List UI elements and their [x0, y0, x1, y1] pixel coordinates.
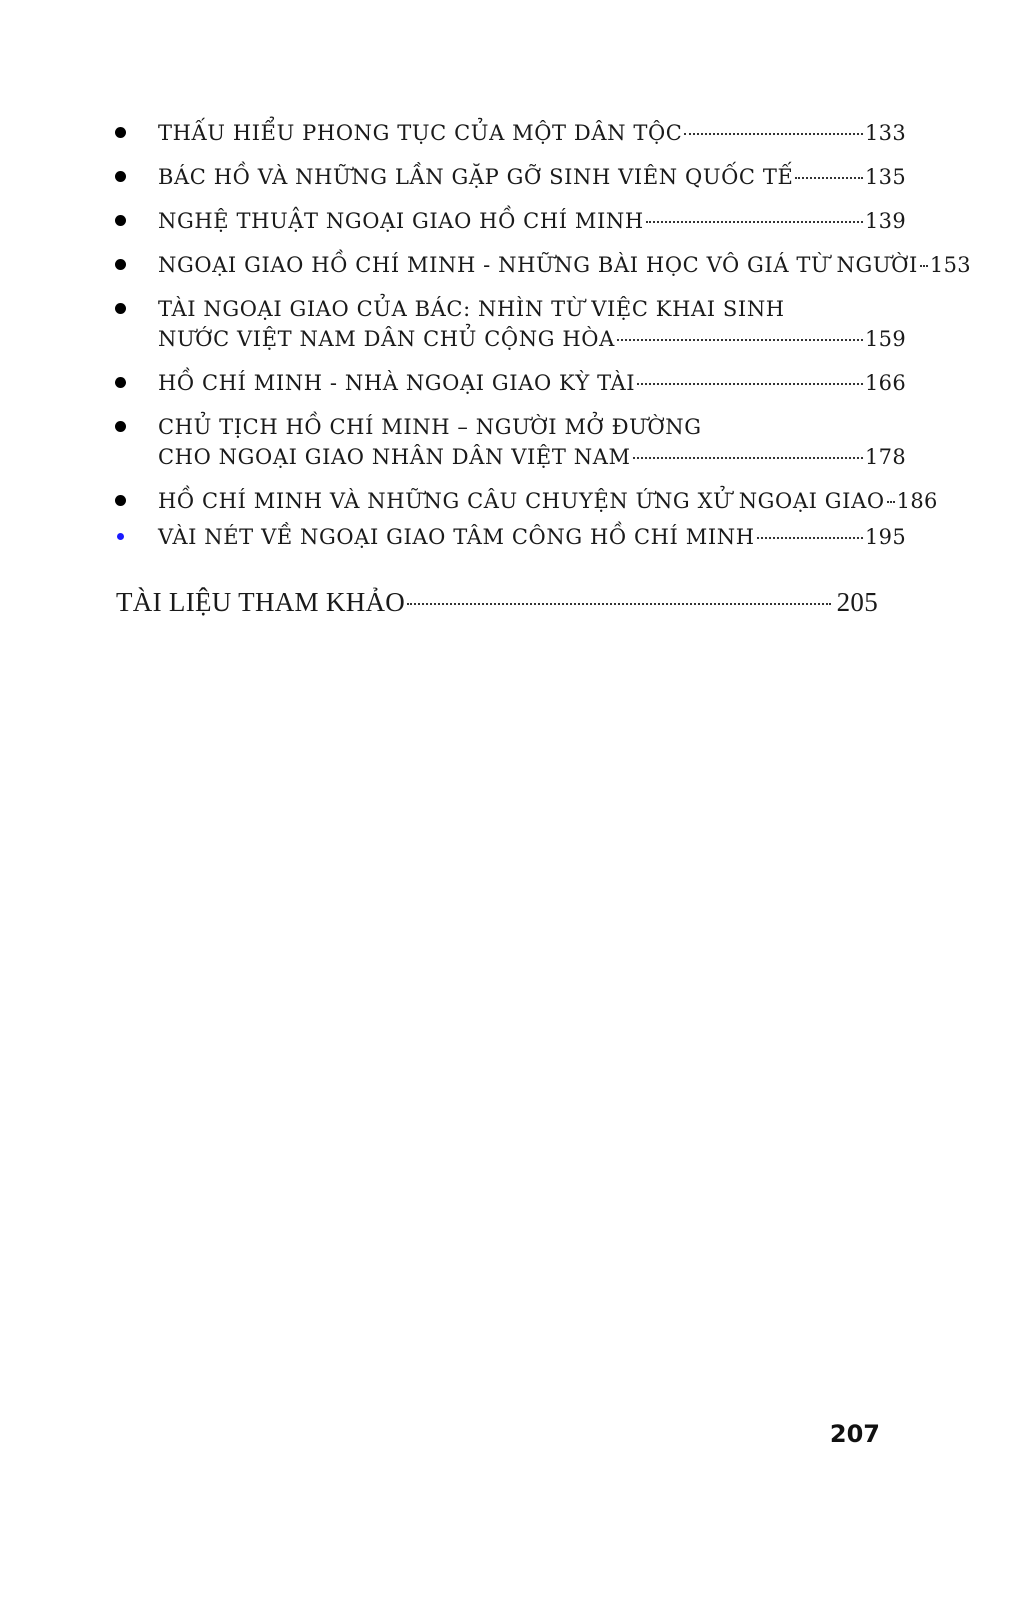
dot-leader: [795, 177, 863, 179]
toc-entry-line: [158, 324, 906, 354]
toc-entry[interactable]: [113, 412, 906, 472]
bullet-icon: [115, 495, 126, 506]
toc-entry-title-line-1: TÀI NGOẠI GIAO CỦA BÁC: NHÌN TỪ VIỆC KHAI SINH: [158, 297, 785, 321]
bullet-icon: [115, 215, 126, 226]
dot-leader: [633, 457, 863, 459]
toc-entry-page: 195: [865, 525, 906, 549]
toc-entry-page: 178: [865, 445, 906, 469]
toc-entry-title-line-2: NƯỚC VIỆT NAM DÂN CHỦ CỘNG HÒA: [158, 327, 615, 351]
dot-leader: [757, 537, 863, 539]
bullet-icon: [115, 303, 126, 314]
toc-entry-line: [158, 522, 906, 552]
toc-entry-page: 135: [865, 165, 906, 189]
dot-leader: [920, 265, 928, 267]
toc-entry-line: [158, 206, 906, 236]
bullet-icon: [115, 259, 126, 270]
toc-entry-page: 133: [865, 121, 906, 145]
toc-entry[interactable]: [113, 486, 938, 516]
toc-entry-title-line-1: CHỦ TỊCH HỒ CHÍ MINH – NGƯỜI MỞ ĐƯỜNG: [158, 415, 702, 439]
toc-entry-page: 159: [865, 327, 906, 351]
dot-leader: [646, 221, 863, 223]
references-page: 205: [836, 587, 878, 617]
toc-entry-line: [158, 162, 906, 192]
toc-entry-page: 139: [865, 209, 906, 233]
toc-entry-line: [158, 250, 971, 280]
dot-leader: [617, 339, 863, 341]
toc-entry-title: BÁC HỒ VÀ NHỮNG LẦN GẶP GỠ SINH VIÊN QUỐC TẾ: [158, 165, 794, 189]
toc-entry-title: HỒ CHÍ MINH - NHÀ NGOẠI GIAO KỲ TÀI: [158, 371, 636, 395]
dot-leader: [684, 133, 863, 135]
toc-entry[interactable]: [113, 294, 906, 354]
toc-entry[interactable]: [113, 522, 906, 552]
dot-leader: [887, 501, 895, 503]
toc-entry[interactable]: [113, 162, 906, 192]
toc-entry-page: 166: [865, 371, 906, 395]
toc-entry-line: [158, 368, 906, 398]
toc-entry[interactable]: [113, 118, 906, 148]
toc-entry-title: HỒ CHÍ MINH VÀ NHỮNG CÂU CHUYỆN ỨNG XỬ NGOẠI GIAO: [158, 489, 885, 513]
toc-entry[interactable]: [113, 368, 906, 398]
references-label: TÀI LIỆU THAM KHẢO: [116, 587, 406, 617]
toc-entry-title: NGHỆ THUẬT NGOẠI GIAO HỒ CHÍ MINH: [158, 209, 644, 233]
bullet-icon: [115, 127, 126, 138]
bullet-icon: [117, 533, 124, 540]
references-entry[interactable]: [116, 584, 878, 620]
table-of-contents: [113, 118, 971, 566]
bullet-icon: [115, 377, 126, 388]
toc-entry-page: 186: [896, 489, 938, 513]
toc-entry-title: VÀI NÉT VỀ NGOẠI GIAO TÂM CÔNG HỒ CHÍ MINH: [158, 525, 755, 549]
page-number: 207: [829, 1420, 880, 1448]
dot-leader: [637, 383, 863, 385]
toc-entry[interactable]: [113, 206, 906, 236]
dot-leader: [407, 603, 830, 605]
toc-entry-title: THẤU HIỂU PHONG TỤC CỦA MỘT DÂN TỘC: [158, 121, 683, 145]
toc-entry-line: [158, 442, 906, 472]
toc-entry[interactable]: [113, 250, 971, 280]
toc-entry-title-line-2: CHO NGOẠI GIAO NHÂN DÂN VIỆT NAM: [158, 445, 631, 469]
bullet-icon: [115, 171, 126, 182]
toc-entry-line: [158, 486, 938, 516]
toc-entry-title: NGOẠI GIAO HỒ CHÍ MINH - NHỮNG BÀI HỌC VÔ GIÁ TỪ NGƯỜI: [158, 253, 918, 277]
toc-entry-page: 153: [929, 253, 971, 277]
toc-entry-line: [158, 118, 906, 148]
bullet-icon: [115, 421, 126, 432]
